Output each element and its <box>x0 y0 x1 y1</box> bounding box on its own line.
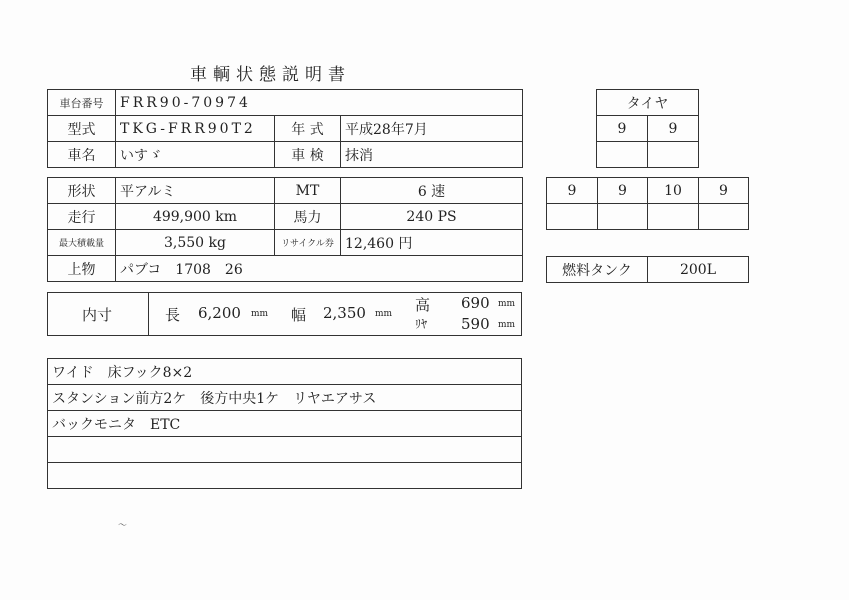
tires-rear-table <box>546 177 749 230</box>
reg-number-value: FRR90-70974 <box>116 90 523 116</box>
tire-empty-cell <box>598 204 648 230</box>
tire-rear-3: 10 <box>648 178 699 204</box>
tires-front-table <box>596 89 699 168</box>
mt-label: MT <box>275 178 341 204</box>
width-label: 幅 <box>291 306 307 324</box>
dimensions-divider <box>148 293 149 335</box>
body-value: パブコ 1708 26 <box>116 256 523 282</box>
height-unit: mm <box>498 299 516 309</box>
inspection-label: 車 検 <box>275 142 341 168</box>
length-value: 6,200 <box>198 304 241 322</box>
tire-empty-cell <box>547 204 598 230</box>
maker-value: いすゞ <box>116 142 275 168</box>
tire-empty-cell <box>699 204 749 230</box>
mt-value: 6 速 <box>341 178 523 204</box>
note-line <box>48 463 522 489</box>
shape-label: 形状 <box>48 178 116 204</box>
shape-value: 平アルミ <box>116 178 275 204</box>
recycle-label: リサイクル券 <box>275 230 341 256</box>
power-label: 馬力 <box>275 204 341 230</box>
width-value: 2,350 <box>323 304 366 322</box>
notes-table <box>47 358 522 489</box>
length-label: 長 <box>165 306 181 324</box>
stray-mark: 〜 <box>118 521 128 531</box>
reg-number-label: 車台番号 <box>48 90 116 116</box>
page-title: 車輌状態説明書 <box>190 65 351 85</box>
inner-dimensions-box <box>47 292 522 336</box>
note-line: ワイド 床フック8×2 <box>48 359 522 385</box>
note-line: スタンション前方2ケ 後方中央1ケ リヤエアサス <box>48 385 522 411</box>
specs-table <box>47 177 523 282</box>
tire-front-left: 9 <box>597 116 648 142</box>
recycle-value: 12,460 円 <box>341 230 523 256</box>
length-unit: mm <box>251 309 269 319</box>
width-unit: mm <box>375 309 393 319</box>
model-label: 型式 <box>48 116 116 142</box>
height-value: 690 <box>461 294 490 312</box>
load-capacity-label: 最大積載量 <box>48 230 116 256</box>
model-value: TKG-FRR90T2 <box>116 116 275 142</box>
load-capacity-value: 3,550 kg <box>116 230 275 256</box>
dimensions-label: 内寸 <box>82 306 113 324</box>
mileage-value: 499,900 km <box>116 204 275 230</box>
height-label: 高 <box>415 296 431 314</box>
tire-rear-2: 9 <box>598 178 648 204</box>
tire-empty-cell <box>648 204 699 230</box>
note-line <box>48 437 522 463</box>
rear-value: 590 <box>461 315 490 333</box>
fuel-tank-label: 燃料タンク <box>547 257 648 283</box>
power-value: 240 PS <box>341 204 523 230</box>
tire-rear-1: 9 <box>547 178 598 204</box>
fuel-tank-table <box>546 256 749 283</box>
mileage-label: 走行 <box>48 204 116 230</box>
tire-rear-4: 9 <box>699 178 749 204</box>
inspection-value: 抹消 <box>341 142 523 168</box>
tire-front-right: 9 <box>648 116 699 142</box>
tire-empty-cell <box>648 142 699 168</box>
note-line: バックモニタ ETC <box>48 411 522 437</box>
tires-label: タイヤ <box>597 90 699 116</box>
vehicle-info-table <box>47 89 523 168</box>
tire-empty-cell <box>597 142 648 168</box>
year-value: 平成28年7月 <box>341 116 523 142</box>
rear-label: ﾘﾔ <box>415 317 428 331</box>
year-label: 年 式 <box>275 116 341 142</box>
rear-unit: mm <box>498 320 516 330</box>
fuel-tank-value: 200L <box>648 257 749 283</box>
maker-label: 車名 <box>48 142 116 168</box>
body-label: 上物 <box>48 256 116 282</box>
